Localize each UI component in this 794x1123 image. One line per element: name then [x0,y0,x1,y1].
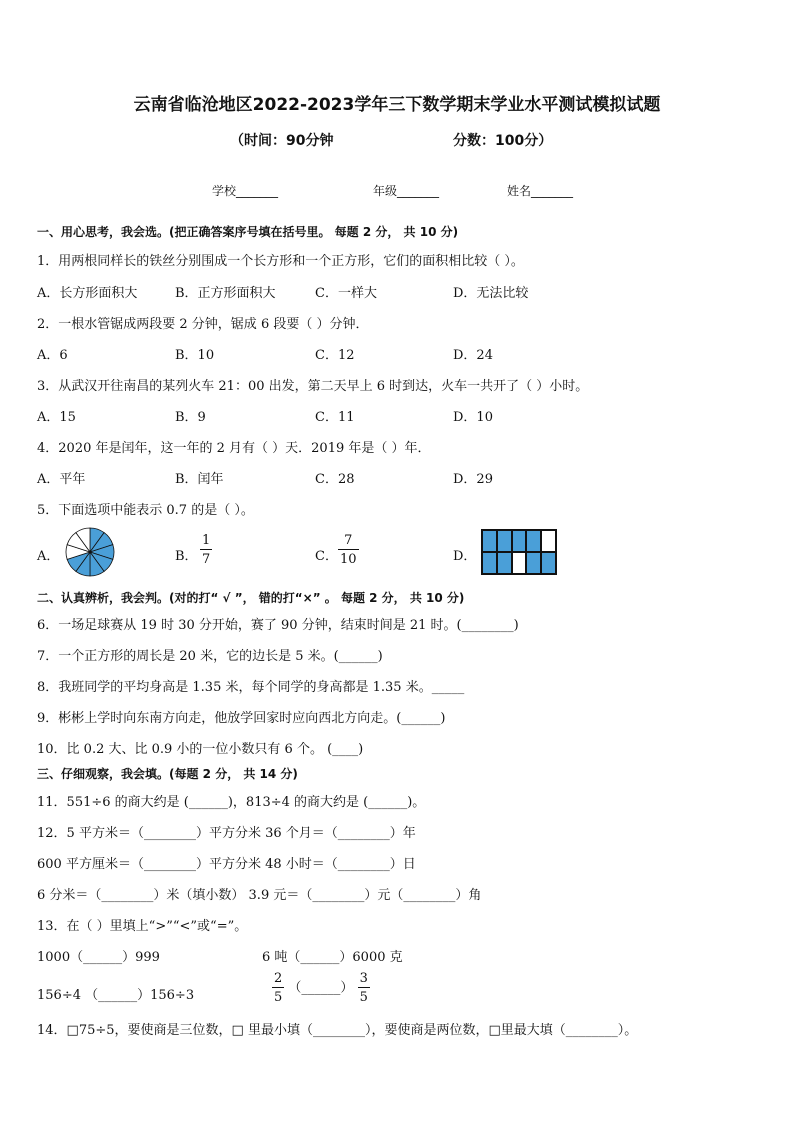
q5-option-a: A． [37,549,60,564]
q2-option-c: C．12 [315,348,355,363]
fraction-numerator: 2 [274,971,283,986]
q4-option-d: D．29 [453,472,493,487]
q13-item-a: 1000（______）999 [37,950,160,965]
fraction-numerator: 1 [202,533,211,548]
q5-fraction-c [338,534,359,566]
question-6: 6．一场足球赛从 19 时 30 分开始，赛了 90 分钟，结束时间是 21 时。(________) [37,618,519,633]
section-3-heading: 三、仔细观察，我会填。(每题 2 分， 共 14 分) [37,767,298,781]
school-field[interactable]: 学校_______ [212,184,279,198]
grade-field[interactable]: 年级_______ [373,184,440,198]
section-1-heading: 一、用心思考，我会选。(把正确答案序号填在括号里。 每题 2 分， 共 10 分) [37,225,459,239]
q4-option-c: C．28 [315,472,355,487]
grid-cell-shaded [541,552,556,574]
q4-option-a: A．平年 [37,472,86,487]
q3-option-b: B．9 [175,410,206,425]
question-8: 8．我班同学的平均身高是 1.35 米，每个同学的身高都是 1.35 米。_____ [37,680,465,695]
fraction-denominator: 10 [340,552,357,567]
grid-cell-shaded [497,530,512,552]
grid-cell-shaded [512,530,527,552]
grid-cell-blank [541,530,556,552]
q1-option-d: D．无法比较 [453,286,529,301]
q2-option-a: A．6 [37,348,68,363]
q13-item-c: 156÷4 （______）156÷3 [37,988,195,1003]
q5-fraction-b [200,534,212,566]
question-12-line-3: 6 分米＝（________）米（填小数） 3.9 元＝（________）元（________）角 [37,888,482,903]
grid-cell-shaded [497,552,512,574]
fraction-numerator: 3 [359,971,368,986]
question-4: 4．2020 年是闰年，这一年的 2 月有（ ）天．2019 年是（ ）年． [37,441,431,456]
question-3: 3．从武汉开往南昌的某列火车 21：00 出发，第二天早上 6 时到达，火车一共开了（ ）小时。 [37,379,589,394]
shaded-grid [481,529,557,575]
grid-cell-blank [512,552,527,574]
q5-option-b: B． [175,549,198,564]
grid-cell-shaded [526,530,541,552]
q5-option-c: C． [315,549,338,564]
grid-cell-shaded [526,552,541,574]
q2-option-d: D．24 [453,348,493,363]
name-field[interactable]: 姓名_______ [507,184,574,198]
q3-option-c: C．11 [315,410,355,425]
section-2-heading: 二、认真辨析，我会判。(对的打“ √ ”， 错的打“×” 。 每题 2 分， 共 10 分) [37,591,465,605]
q1-option-c: C．一样大 [315,286,377,301]
question-9: 9．彬彬上学时向东南方向走，他放学回家时应向西北方向走。(______) [37,711,446,726]
question-11: 11．551÷6 的商大约是 (______)，813÷4 的商大约是 (______)。 [37,795,426,810]
question-2: 2．一根水管锯成两段要 2 分钟，锯成 6 段要（ ）分钟． [37,317,369,332]
question-10: 10．比 0.2 大、比 0.9 小的一位小数只有 6 个。 (____) [37,742,364,757]
q5-option-d: D． [453,549,477,564]
fraction-denominator: 5 [274,990,283,1005]
q3-option-a: A．15 [37,410,76,425]
question-1: 1．用两根同样长的铁丝分别围成一个长方形和一个正方形，它们的面积相比较（ ）。 [37,254,524,269]
q1-option-b: B．正方形面积大 [175,286,276,301]
question-12-line-1: 12．5 平方米＝（________）平方分米 36 个月＝（________）年 [37,826,416,841]
question-7: 7．一个正方形的周长是 20 米，它的边长是 5 米。(______) [37,649,383,664]
pie-chart-icon [64,526,116,578]
q2-option-b: B．10 [175,348,215,363]
q13-item-b: 6 吨（______）6000 克 [262,950,403,965]
grid-cell-shaded [482,530,497,552]
q3-option-d: D．10 [453,410,493,425]
exam-score: 分数：100分） [453,133,553,149]
exam-time: （时间：90分钟 [230,133,334,149]
question-14: 14．□75÷5，要使商是三位数，□ 里最小填（________），要使商是两位数，□里最大填（________）。 [37,1023,638,1038]
page-title: 云南省临沧地区2022-2023学年三下数学期末学业水平测试模拟试题 [133,95,661,115]
q13-item-d [272,972,370,1004]
fraction-numerator: 7 [338,534,359,550]
grid-cell-shaded [482,552,497,574]
fraction-denominator: 7 [202,552,211,567]
q1-option-a: A．长方形面积大 [37,286,138,301]
question-5: 5．下面选项中能表示 0.7 的是（ ）。 [37,503,254,518]
fraction-denominator: 5 [359,990,368,1005]
q4-option-b: B．闰年 [175,472,224,487]
question-13: 13．在（ ）里填上“>”“<”或“=”。 [37,919,248,934]
q13-item-d-blank: （______） [288,980,354,996]
question-12-line-2: 600 平方厘米＝（________）平方分米 48 小时＝（________）日 [37,857,416,872]
